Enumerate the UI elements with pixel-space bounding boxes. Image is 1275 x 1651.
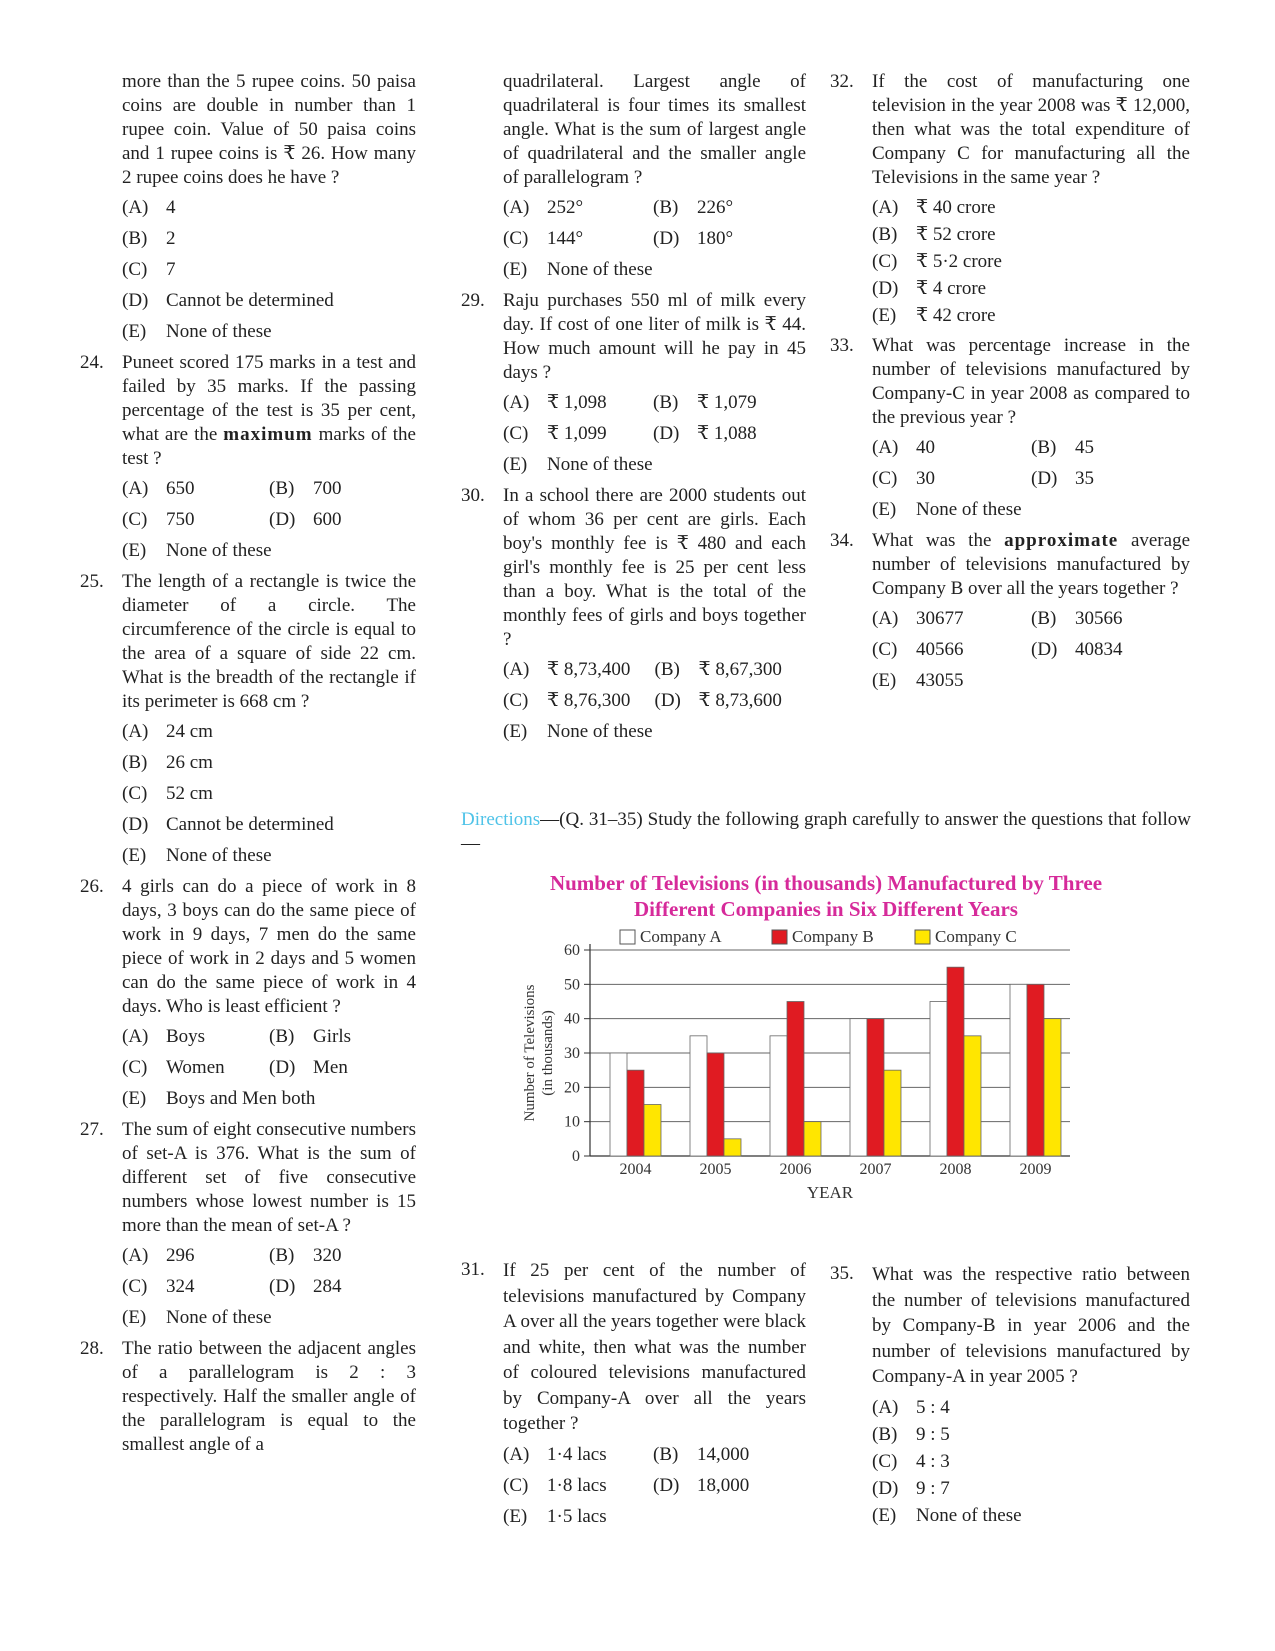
question-text: The length of a rectangle is twice the diameter of a circle. The circumference of the circle is equal to the area of a square of side 22 cm. What is the breadth of the rectangle if its perimeter is 668 cm ? <box>122 571 416 712</box>
bar-company-c <box>644 1105 661 1157</box>
option-e[interactable]: (E) None of these <box>122 845 272 866</box>
legend-swatch <box>772 930 787 944</box>
option-c[interactable]: (C) Women <box>122 1057 225 1078</box>
option-b[interactable]: (B) 320 <box>269 1245 342 1266</box>
option-d[interactable]: (D) Cannot be determined <box>122 814 334 835</box>
question-text: The ratio between the adjacent angles of a parallelogram is 2 : 3 respectively. Half the smaller angle of the parallelogram is equal to the smallest angle of a <box>122 1338 416 1455</box>
directions <box>461 808 1191 856</box>
question-number: 31. <box>461 1259 485 1280</box>
question-25 <box>80 570 416 868</box>
question-text: What was the respective ratio between the number of televisions manufactured by Company-B in year 2006 and the number of televisions manufactured by Company-A in year 2005 ? <box>872 1264 1190 1387</box>
question-text: more than the 5 rupee coins. 50 paisa coins are double in number than 1 rupee coin. Value of 50 paisa coins and 1 rupee coins is ₹ 26. How many 2 rupee coins does he have ? <box>122 71 416 188</box>
option-c[interactable]: (C) 750 <box>122 509 195 530</box>
question-number: 28. <box>80 1338 104 1359</box>
question-text: 4 girls can do a piece of work in 8 days, 3 boys can do the same piece of work in 9 days, 7 men do the same piece of work in 2 days and 5 women can do the same piece of work in 4 days. Who is least efficient ? <box>122 876 416 1017</box>
question-23-continued <box>80 70 416 344</box>
column-2-bottom <box>461 1258 806 1536</box>
directions-label: Directions <box>461 809 541 830</box>
option-a[interactable]: (A) 30677 <box>872 608 964 629</box>
question-33 <box>830 334 1190 522</box>
question-number: 34. <box>830 530 854 551</box>
option-a[interactable]: (A) 24 cm <box>122 721 213 742</box>
option-d[interactable]: (D) 40834 <box>1031 639 1123 660</box>
option-b[interactable]: (B) ₹ 1,079 <box>653 392 757 413</box>
option-e[interactable]: (E) ₹ 42 crore <box>872 305 996 326</box>
y-axis-label-unit: (in thousands) <box>540 1010 556 1096</box>
option-a[interactable]: (A) 1·4 lacs <box>503 1443 607 1465</box>
options <box>122 196 416 344</box>
option-e[interactable]: (E) None of these <box>872 499 1022 520</box>
option-b[interactable]: (B) ₹ 8,67,300 <box>654 659 782 680</box>
option-b[interactable]: (B) 2 <box>122 228 176 249</box>
option-a[interactable]: (A) 252° <box>503 197 584 218</box>
bar-company-c <box>1044 1019 1061 1156</box>
question-text: If the cost of manufacturing one television in the year 2008 was ₹ 12,000, then what was the total expenditure of Company C for manufacturing all the Televisions in the same year ? <box>872 71 1190 188</box>
option-a[interactable]: (A) ₹ 8,73,400 <box>503 659 631 680</box>
question-32 <box>830 70 1190 328</box>
legend-label: Company B <box>792 928 874 946</box>
directions-text: —(Q. 31–35) Study the following graph carefully to answer the questions that follow— <box>461 809 1191 854</box>
bar-company-b <box>787 1002 804 1157</box>
option-d[interactable]: (D) 18,000 <box>653 1474 750 1496</box>
x-tick-label: 2005 <box>699 1161 732 1178</box>
y-tick-label: 50 <box>564 976 580 994</box>
column-3-bottom <box>830 1262 1190 1531</box>
x-axis-label: YEAR <box>806 1183 854 1202</box>
column-1 <box>80 70 416 1457</box>
y-tick-label: 30 <box>564 1045 580 1062</box>
option-c[interactable]: (C) ₹ 1,099 <box>503 423 607 444</box>
options <box>122 720 416 868</box>
bar-company-a <box>1010 984 1027 1156</box>
option-b[interactable]: (B) 14,000 <box>653 1443 750 1465</box>
option-b[interactable]: (B) 45 <box>1031 437 1094 458</box>
option-e[interactable]: (E) None of these <box>122 1307 272 1328</box>
option-d[interactable]: (D) 600 <box>269 509 342 530</box>
question-number: 32. <box>830 71 854 92</box>
options <box>122 1244 416 1330</box>
options <box>503 658 806 744</box>
bar-company-a <box>930 1002 947 1157</box>
option-c[interactable]: (C) 52 cm <box>122 783 213 804</box>
option-b[interactable]: (B) 30566 <box>1031 608 1123 629</box>
option-d[interactable]: (D) 284 <box>269 1276 342 1297</box>
option-a[interactable]: (A) 650 <box>122 478 195 499</box>
x-tick-label: 2006 <box>779 1161 812 1178</box>
question-28-continued <box>461 70 806 282</box>
option-e[interactable]: (E) None of these <box>872 1504 1022 1526</box>
option-d[interactable]: (D) ₹ 8,73,600 <box>654 690 782 711</box>
option-e[interactable]: (E) None of these <box>503 259 653 280</box>
question-number: 35. <box>830 1263 854 1284</box>
option-c[interactable]: (C) ₹ 5·2 crore <box>872 251 1002 272</box>
option-c[interactable]: (C) 30 <box>872 468 935 489</box>
y-tick-label: 60 <box>564 942 580 959</box>
chart-title <box>461 870 1191 922</box>
option-c[interactable]: (C) 1·8 lacs <box>503 1474 607 1496</box>
option-e[interactable]: (E) None of these <box>122 540 272 561</box>
bar-company-b <box>947 967 964 1156</box>
question-number: 24. <box>80 352 104 373</box>
option-e[interactable]: (E) 43055 <box>872 670 964 691</box>
legend-label: Company A <box>640 928 722 946</box>
column-2 <box>461 70 806 751</box>
option-d[interactable]: (D) Cannot be determined <box>122 290 334 311</box>
option-c[interactable]: (C) ₹ 8,76,300 <box>503 690 631 711</box>
option-b[interactable]: (B) 700 <box>269 478 342 499</box>
x-tick-label: 2004 <box>619 1161 652 1178</box>
column-3 <box>830 70 1190 700</box>
bar-chart <box>520 928 1100 1248</box>
option-b[interactable]: (B) 26 cm <box>122 752 213 773</box>
legend-swatch <box>915 930 930 944</box>
option-b[interactable]: (B) Girls <box>269 1026 351 1047</box>
option-a[interactable]: (A) Boys <box>122 1026 206 1047</box>
question-text: If 25 per cent of the number of televisions manufactured by Company A over all the years together were black and white, then what was the number of coloured televisions manufactured by Company-A over all the years together ? <box>503 1260 806 1434</box>
option-a[interactable]: (A) 5 : 4 <box>872 1396 950 1418</box>
legend-label: Company C <box>935 928 1017 946</box>
question-text: What was the approximate average number of televisions manufactured by Company B over all the years together ? <box>872 530 1190 599</box>
option-a[interactable]: (A) ₹ 40 crore <box>872 197 996 218</box>
option-a[interactable]: (A) ₹ 1,098 <box>503 392 607 413</box>
bar-company-b <box>1027 984 1044 1156</box>
question-30 <box>461 484 806 744</box>
question-text: In a school there are 2000 students out of whom 36 per cent are girls. Each boy's monthly fee is ₹ 480 and each girl's monthly fee is 25 per cent less than a boy. What is the total of the monthly fees of girls and boys together ? <box>503 485 806 650</box>
bar-company-a <box>610 1053 627 1156</box>
option-c[interactable]: (C) 324 <box>122 1276 195 1297</box>
chart-title-line-2: Different Companies in Six Different Years <box>634 897 1018 921</box>
question-34 <box>830 529 1190 693</box>
option-a[interactable]: (A) 4 <box>122 197 176 218</box>
question-text: Puneet scored 175 marks in a test and failed by 35 marks. If the passing percentage of the test is 35 per cent, what are the maximum marks of the test ? <box>122 352 416 469</box>
options <box>122 477 416 563</box>
option-c[interactable]: (C) 4 : 3 <box>872 1450 950 1472</box>
bar-company-a <box>850 1019 867 1156</box>
bar-company-b <box>627 1070 644 1156</box>
question-number: 33. <box>830 335 854 356</box>
x-tick-label: 2007 <box>859 1161 892 1178</box>
option-b[interactable]: (B) 226° <box>653 197 734 218</box>
y-tick-label: 0 <box>572 1148 580 1165</box>
option-a[interactable]: (A) 296 <box>122 1245 195 1266</box>
chart-title-line-1: Number of Televisions (in thousands) Manufactured by Three <box>549 871 1103 895</box>
question-number: 25. <box>80 571 104 592</box>
bar-company-c <box>964 1036 981 1156</box>
bar-company-a <box>770 1036 787 1156</box>
option-a[interactable]: (A) 40 <box>872 437 935 458</box>
option-d[interactable]: (D) Men <box>269 1057 348 1078</box>
y-axis-label: Number of Televisions <box>522 984 538 1122</box>
bar-company-c <box>724 1139 741 1156</box>
question-24 <box>80 351 416 563</box>
question-number: 26. <box>80 876 104 897</box>
question-28 <box>80 1337 416 1457</box>
bar-company-a <box>690 1036 707 1156</box>
option-c[interactable]: (C) 7 <box>122 259 176 280</box>
y-tick-label: 10 <box>564 1113 580 1131</box>
option-b[interactable]: (B) 9 : 5 <box>872 1423 950 1445</box>
question-text: The sum of eight consecutive numbers of set-A is 376. What is the sum of different set of five consecutive numbers whose lowest number is 15 more than the mean of set-A ? <box>122 1119 416 1236</box>
question-29 <box>461 289 806 477</box>
question-number: 30. <box>461 485 485 506</box>
option-c[interactable]: (C) 144° <box>503 228 584 249</box>
option-d[interactable]: (D) 9 : 7 <box>872 1477 950 1499</box>
bar-company-c <box>884 1070 901 1156</box>
options <box>122 1025 416 1111</box>
options <box>503 391 806 477</box>
options <box>872 607 1190 693</box>
option-d[interactable]: (D) ₹ 1,088 <box>653 423 757 444</box>
options <box>503 1443 806 1529</box>
option-d[interactable]: (D) ₹ 4 crore <box>872 278 987 299</box>
options <box>872 436 1190 522</box>
options <box>872 196 1190 328</box>
option-e[interactable]: (E) None of these <box>122 321 272 342</box>
option-e[interactable]: (E) 1·5 lacs <box>503 1505 607 1527</box>
question-35 <box>830 1262 1190 1528</box>
option-d[interactable]: (D) 35 <box>1031 468 1094 489</box>
option-e[interactable]: (E) Boys and Men both <box>122 1088 316 1109</box>
bar-company-c <box>804 1122 821 1156</box>
question-31 <box>461 1258 806 1529</box>
option-e[interactable]: (E) None of these <box>503 721 653 742</box>
bar-company-b <box>707 1053 724 1156</box>
legend-swatch <box>620 930 635 944</box>
question-27 <box>80 1118 416 1330</box>
x-tick-label: 2009 <box>1019 1161 1052 1178</box>
option-e[interactable]: (E) None of these <box>503 454 653 475</box>
y-tick-label: 20 <box>564 1079 580 1097</box>
option-c[interactable]: (C) 40566 <box>872 639 964 660</box>
option-d[interactable]: (D) 180° <box>653 228 734 249</box>
options <box>503 196 806 282</box>
x-tick-label: 2008 <box>939 1161 972 1178</box>
question-text: quadrilateral. Largest angle of quadrilateral is four times its smallest angle. What is the sum of largest angle of quadrilateral and the smaller angle of parallelogram ? <box>503 71 806 188</box>
question-number: 27. <box>80 1119 104 1140</box>
question-number: 29. <box>461 290 485 311</box>
question-text: What was percentage increase in the number of televisions manufactured by Company-C in year 2008 as compared to the previous year ? <box>872 335 1190 428</box>
question-26 <box>80 875 416 1111</box>
option-b[interactable]: (B) ₹ 52 crore <box>872 224 996 245</box>
bar-company-b <box>867 1019 884 1156</box>
question-text: Raju purchases 550 ml of milk every day. If cost of one liter of milk is ₹ 44. How much amount will he pay in 45 days ? <box>503 290 806 383</box>
y-tick-label: 40 <box>564 1010 580 1028</box>
options <box>872 1396 1190 1528</box>
